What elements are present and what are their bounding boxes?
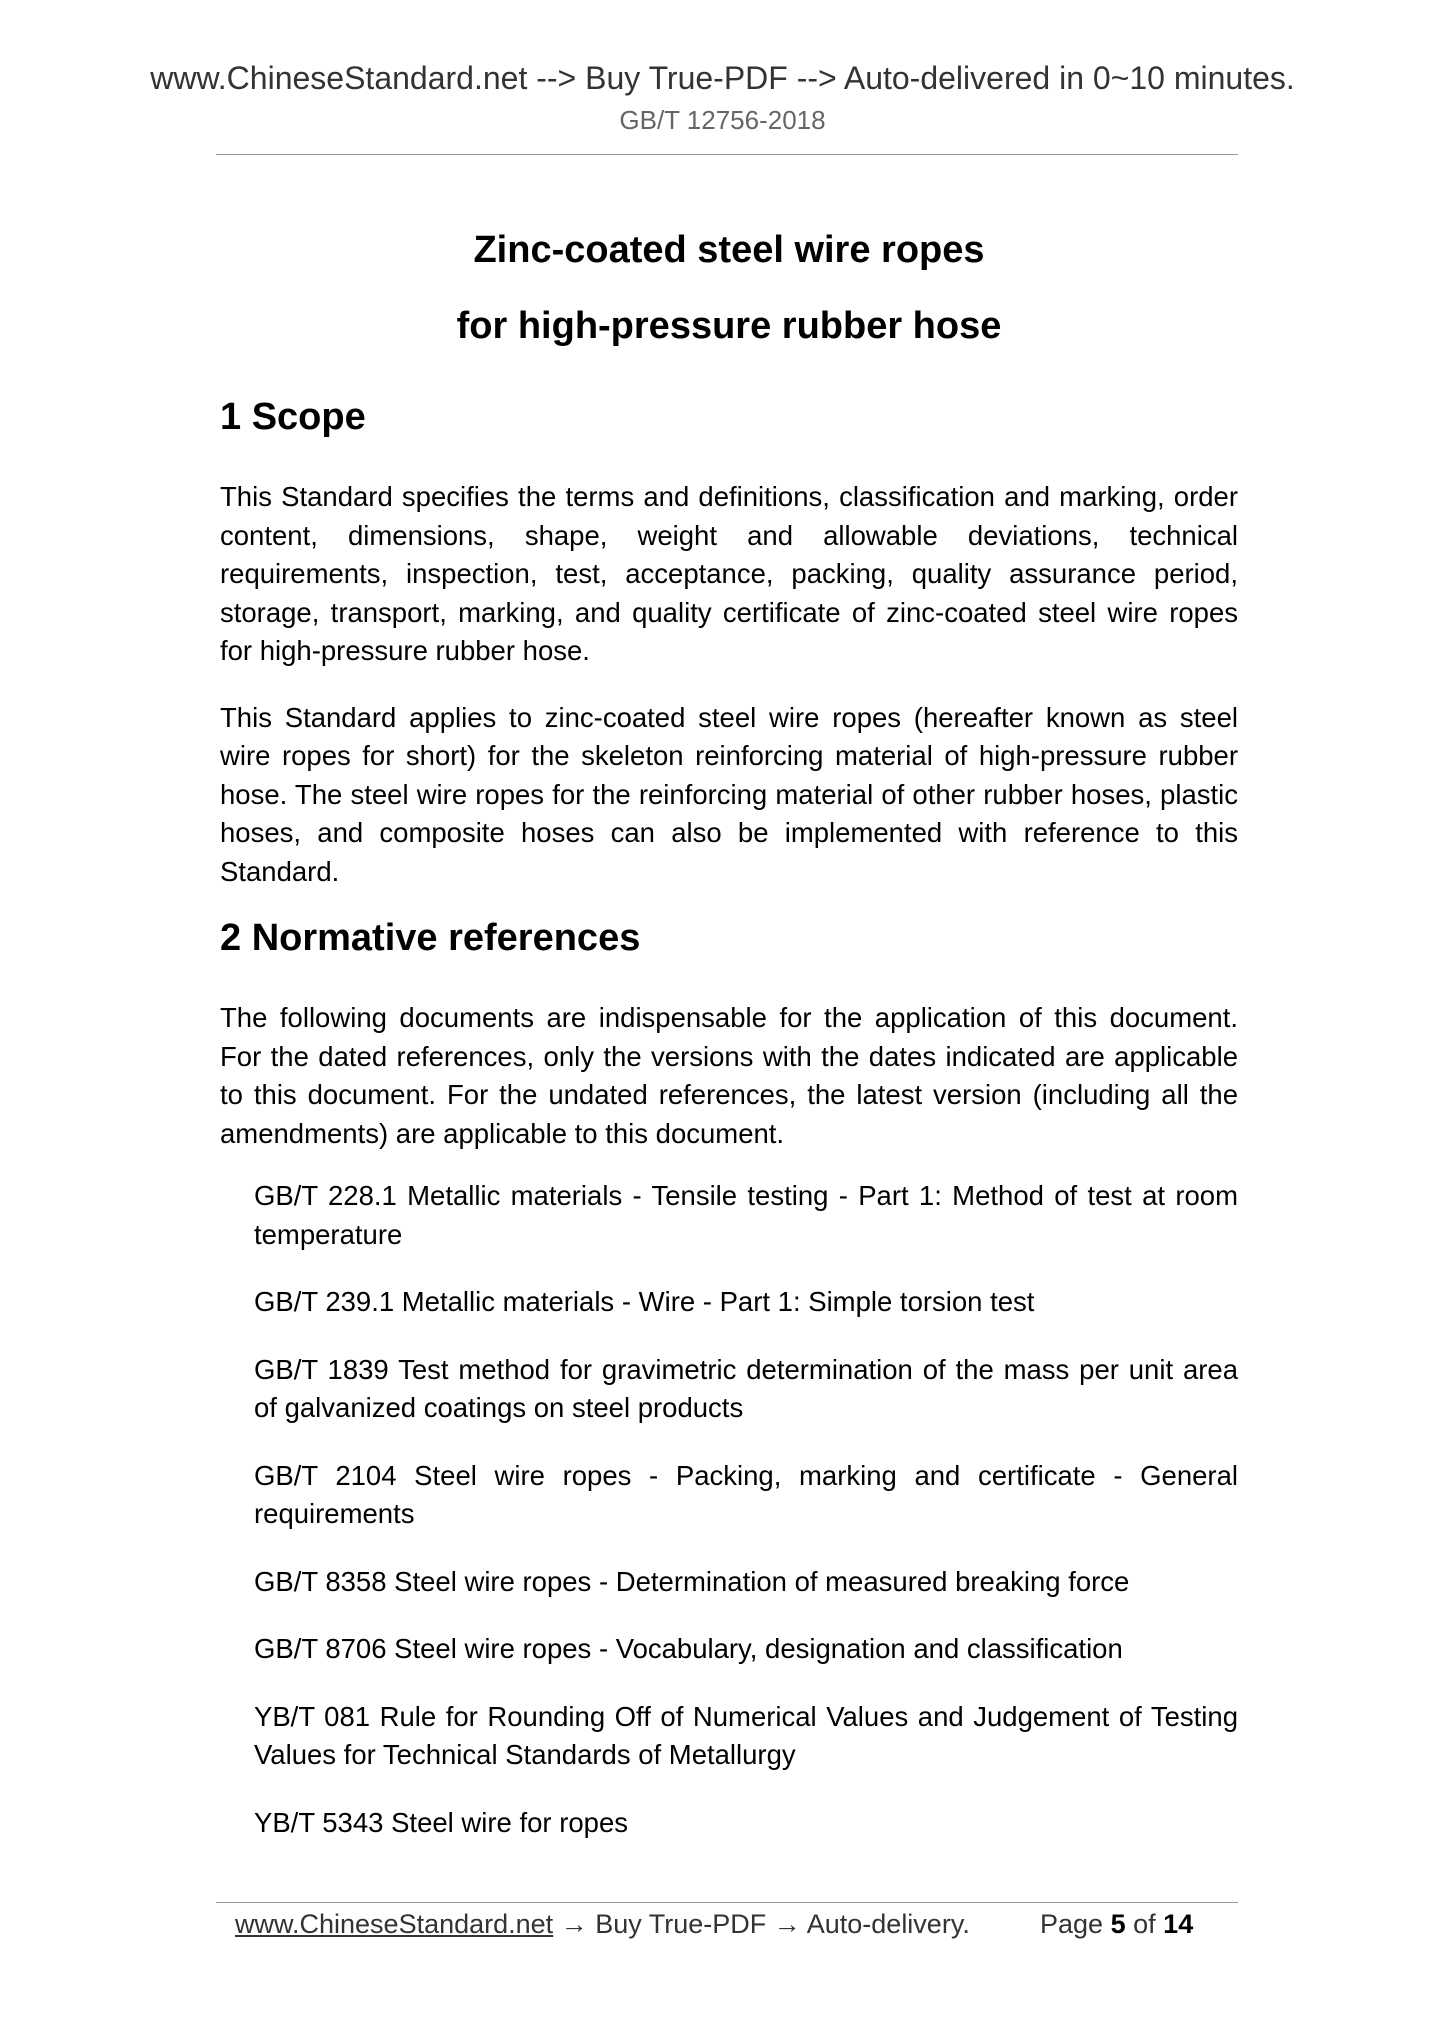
footer-site-link[interactable]: www.ChineseStandard.net xyxy=(235,1909,554,1939)
footer-buy-text: → Buy True-PDF → Auto-delivery. xyxy=(553,1909,970,1939)
standard-code: GB/T 12756-2018 xyxy=(619,105,826,135)
title-line-2: for high-pressure rubber hose xyxy=(456,305,1002,347)
footer-divider xyxy=(216,1902,1238,1903)
header-divider xyxy=(216,154,1238,155)
reference-list xyxy=(254,1177,1238,1842)
page-label: Page xyxy=(1040,1909,1104,1939)
reference-item: GB/T 239.1 Metallic materials - Wire - Part 1: Simple torsion test xyxy=(254,1286,1035,1317)
reference-item: YB/T 081 Rule for Rounding Off of Numerical Values and Judgement of Testing Values for Technical Standards of Metallurgy xyxy=(254,1700,1238,1770)
reference-item: GB/T 228.1 Metallic materials - Tensile testing - Part 1: Method of test at room temperature xyxy=(254,1180,1238,1250)
reference-item: GB/T 1839 Test method for gravimetric determination of the mass per unit area of galvanized coatings on steel products xyxy=(254,1353,1238,1423)
reference-item: YB/T 5343 Steel wire for ropes xyxy=(254,1806,628,1838)
page-current: 5 xyxy=(1110,1909,1126,1939)
page-of: of xyxy=(1133,1909,1156,1939)
scope-paragraph-1: This Standard specifies the terms and definitions, classification and marking, order content, dimensions, shape, weight and allowable deviations, technical requirements, inspection, test, acceptance, packing, quality assurance period, storage, transport, marking, and quality certificate of zinc-coated steel wire ropes for high-pressure rubber hose. xyxy=(220,481,1238,666)
section-heading-scope: 1 Scope xyxy=(220,396,366,438)
reference-item: GB/T 8706 Steel wire ropes - Vocabulary, designation and classification xyxy=(254,1633,1123,1664)
title-line-1: Zinc-coated steel wire ropes xyxy=(473,229,985,271)
page-content xyxy=(220,212,1238,1871)
document-title xyxy=(220,212,1238,364)
footer xyxy=(235,1906,1194,1942)
section-heading-normative-references: 2 Normative references xyxy=(220,917,641,959)
reference-item: GB/T 2104 Steel wire ropes - Packing, marking and certificate - General requirements xyxy=(254,1459,1238,1529)
scope-paragraph-2: This Standard applies to zinc-coated steel wire ropes (hereafter known as steel wire ropes for short) for the skeleton reinforcing material of high-pressure rubber hose. The steel wire ropes for the reinforcing material of other rubber hoses, plastic hoses, and composite hoses can also be implemented with reference to this Standard. xyxy=(220,701,1238,887)
page-number xyxy=(1040,1906,1193,1942)
page-total: 14 xyxy=(1163,1909,1194,1939)
reference-item: GB/T 8358 Steel wire ropes - Determination of measured breaking force xyxy=(254,1565,1130,1597)
references-intro-paragraph: The following documents are indispensable for the application of this document. For the dated references, only the versions with the dates indicated are applicable to this document. For the undated references, the latest version (including all the amendments) are applicable to this document. xyxy=(220,1002,1238,1149)
header-banner: www.ChineseStandard.net --> Buy True-PDF --> Auto-delivered in 0~10 minutes. xyxy=(150,60,1295,96)
